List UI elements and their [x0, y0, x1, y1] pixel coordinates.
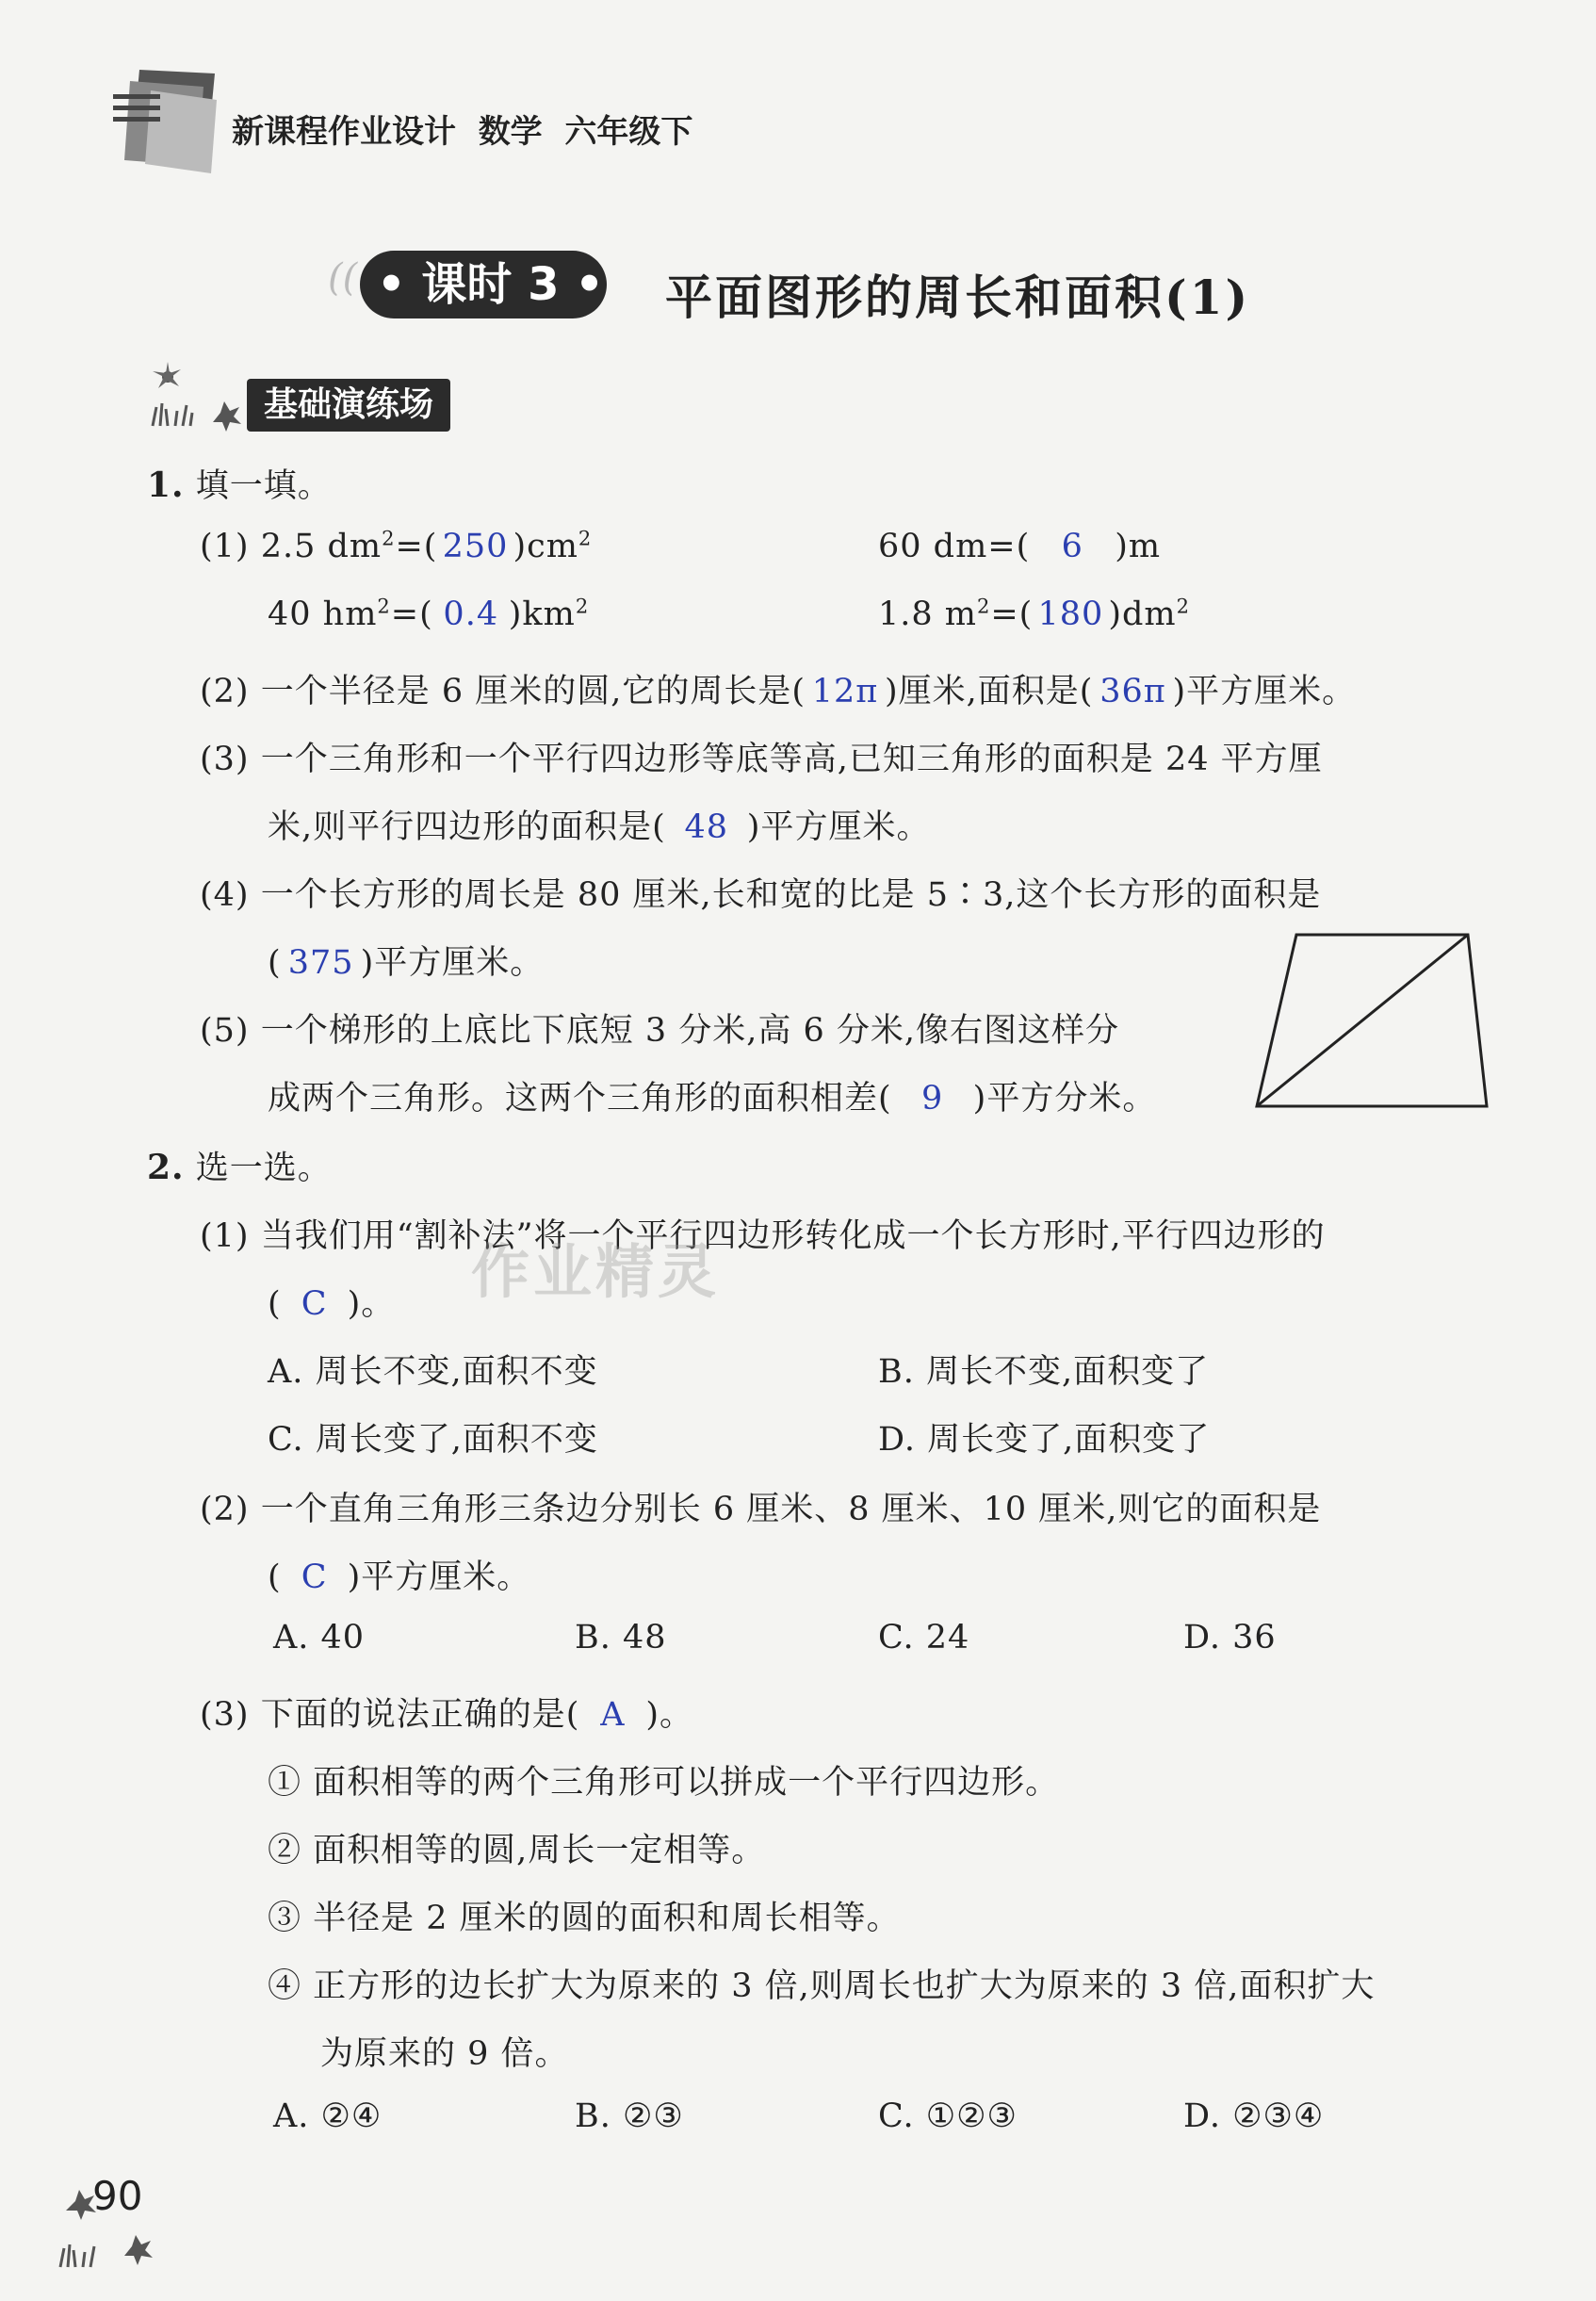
q2-p3-line1: (3) 下面的说法正确的是( A )。 [200, 1696, 694, 1734]
answer-q1-1d: 180 [1037, 596, 1104, 633]
page-number: 90 [92, 2173, 143, 2219]
trapezoid-diagram [1249, 929, 1494, 1114]
header-title [232, 106, 692, 152]
q1-p1-b: 60 dm=( 6 )m [878, 528, 1162, 565]
book-title: 新课程作业设计 [232, 113, 456, 151]
section-title: 基础演练场 [247, 379, 450, 432]
watermark: 作业精灵 [471, 1237, 721, 1306]
grade: 六年级下 [564, 113, 693, 151]
q2-p3-statement-1: ① 面积相等的两个三角形可以拼成一个平行四边形。 [268, 1764, 1060, 1802]
answer-q2-2: C [301, 1558, 328, 1596]
q1-p3-line2: 米,则平行四边形的面积是( 48 )平方厘米。 [268, 808, 931, 846]
answer-q1-5: 9 [921, 1080, 944, 1118]
answer-q1-3: 48 [684, 808, 729, 846]
q2-number: 2. [147, 1148, 185, 1187]
q2-p3-statement-3: ③ 半径是 2 厘米的圆的面积和周长相等。 [268, 1900, 901, 1937]
q2-p3-option-d: D. ②③④ [1183, 2097, 1325, 2135]
q1-p1-c: 40 $hm^2=$( 0.4 )$km^2$ [268, 595, 590, 633]
q2-p2-option-a: A. 40 [273, 1619, 366, 1656]
flower-grass-icon [145, 358, 249, 433]
q1-title: 填一填。 [195, 467, 332, 505]
subject: 数学 [478, 113, 543, 151]
q2-p2-line2: ( C )平方厘米。 [268, 1558, 531, 1596]
q2-p3-statement-4-cont: 为原来的 9 倍。 [320, 2035, 569, 2073]
q2-p1-option-a: A. 周长不变,面积不变 [268, 1353, 598, 1391]
q1-p4-line2: ( 375 )平方厘米。 [268, 944, 545, 982]
q2-p2-option-c: C. 24 [878, 1619, 970, 1656]
book-stack-icon [113, 62, 226, 175]
q2-p1-line1: (1) 当我们用“割补法”将一个平行四边形转化成一个长方形时,平行四边形的 [200, 1217, 1326, 1255]
q2-p2-option-d: D. 36 [1183, 1619, 1277, 1656]
q2-p3-statement-4: ④ 正方形的边长扩大为原来的 3 倍,则周长也扩大为原来的 3 倍,面积扩大 [268, 1967, 1376, 2005]
answer-q2-1: C [301, 1285, 328, 1323]
q1-p1-d: 1.8 $m^2=$( 180 )$dm^2$ [878, 595, 1190, 633]
q2-p3-option-a: A. ②④ [273, 2097, 383, 2135]
q1-heading [147, 460, 332, 507]
q1-number: 1. [147, 465, 185, 505]
q2-p2-line1: (2) 一个直角三角形三条边分别长 6 厘米、8 厘米、10 厘米,则它的面积是 [200, 1491, 1322, 1528]
q2-p3-option-b: B. ②③ [575, 2097, 684, 2135]
q2-p3-statement-2: ② 面积相等的圆,周长一定相等。 [268, 1832, 766, 1869]
q2-p1-option-d: D. 周长变了,面积变了 [878, 1421, 1211, 1459]
q2-p1-option-c: C. 周长变了,面积不变 [268, 1421, 598, 1459]
q1-p1-a: (1) 2.5 $dm^2=$( 250 )$cm^2$ [200, 527, 593, 565]
q2-p1-option-b: B. 周长不变,面积变了 [878, 1353, 1210, 1391]
answer-q1-1c: 0.4 [443, 596, 499, 633]
answer-q2-3: A [600, 1696, 626, 1734]
answer-q1-2b: 36π [1099, 673, 1166, 710]
q2-title: 选一选。 [195, 1150, 332, 1187]
q1-p3-line1: (3) 一个三角形和一个平行四边形等底等高,已知三角形的面积是 24 平方厘 [200, 741, 1323, 778]
q1-p5-line2: 成两个三角形。这两个三角形的面积相差( 9 )平方分米。 [268, 1080, 1157, 1118]
lesson-title: 平面图形的周长和面积(1) [665, 269, 1251, 325]
answer-q1-1b: 6 [1061, 528, 1083, 565]
q2-p1-line2: ( C )。 [268, 1285, 396, 1323]
lesson-swoosh: (( [328, 256, 358, 300]
q2-p3-option-c: C. ①②③ [878, 2097, 1018, 2135]
q1-p4-line1: (4) 一个长方形的周长是 80 厘米,长和宽的比是 5∶3,这个长方形的面积是 [200, 876, 1322, 914]
answer-q1-1a: 250 [442, 528, 509, 565]
q2-p2-option-b: B. 48 [575, 1619, 667, 1656]
q1-p2: (2) 一个半径是 6 厘米的圆,它的周长是( 12π )厘米,面积是( 36π )平方厘米。 [200, 673, 1357, 710]
answer-q1-4: 375 [287, 944, 354, 982]
lesson-tag: • 课时 3 • [360, 251, 607, 318]
answer-q1-2a: 12π [811, 673, 879, 710]
q2-heading [147, 1142, 332, 1189]
q1-p5-line1: (5) 一个梯形的上底比下底短 3 分米,高 6 分米,像右图这样分 [200, 1012, 1120, 1050]
